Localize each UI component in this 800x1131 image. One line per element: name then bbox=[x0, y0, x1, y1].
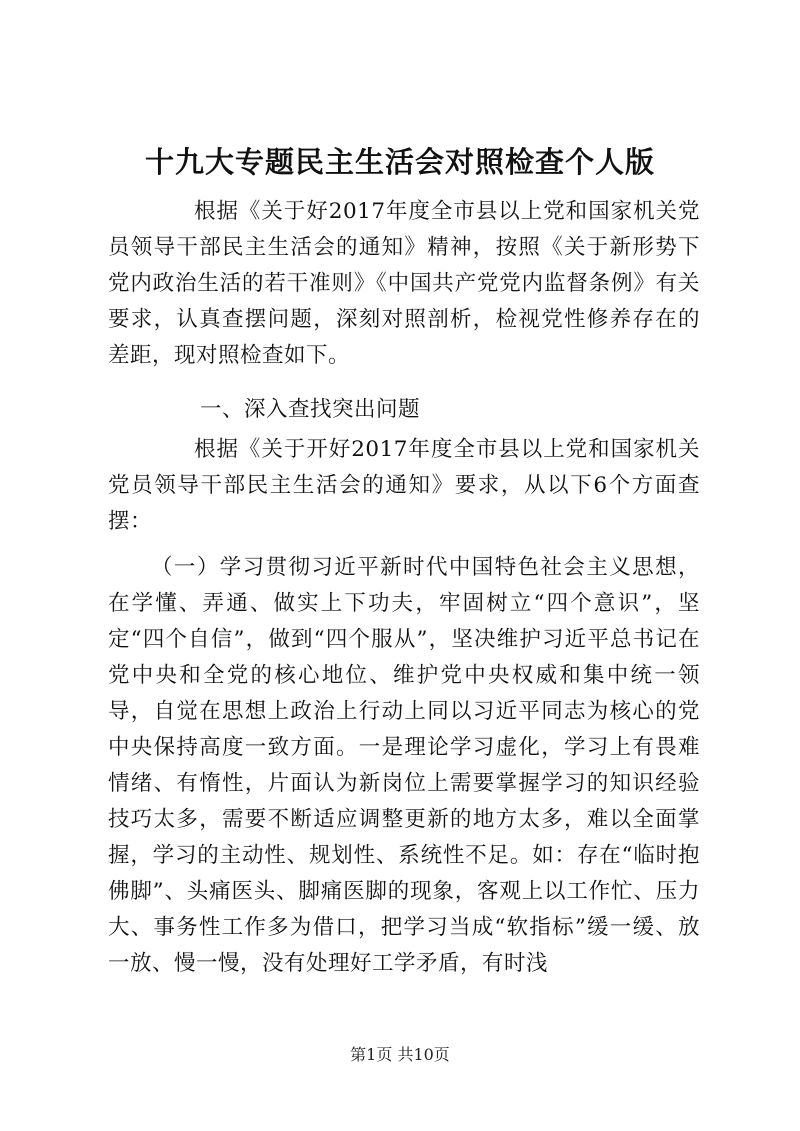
page-number: 第1页 共10页 bbox=[350, 1045, 450, 1064]
requirement-paragraph: 根据《关于开好2017年度全市县以上党和国家机关党员领导干部民主生活会的通知》要求，从以下6个方面查摆： bbox=[108, 437, 700, 534]
intro-paragraph: 根据《关于好2017年度全市县以上党和国家机关党员领导干部民主生活会的通知》精神，按照《关于新形势下党内政治生活的若干准则》《中国共产党党内监督条例》有关要求，认真查摆问题，深刻对照剖析，检视党性修养存在的差距，现对照检查如下。 bbox=[108, 199, 700, 368]
body-paragraph: （一）学习贯彻习近平新时代中国特色社会主义思想，在学懂、弄通、做实上下功夫，牢固树立“四个意识”，坚定“四个自信”，做到“四个服从”，坚决维护习近平总书记在党中央和全党的核心地位、维护党中央权威和集中统一领导，自觉在思想上政治上行动上同以习近平同志为核心的党中央保持高度一致方面。一是理论学习虚化，学习上有畏难情绪、有惰性，片面认为新岗位上需要掌握学习的知识经验技巧太多，需要不断适应调整更新的地方太多，难以全面掌握，学习的主动性、规划性、系统性不足。如：存在“临时抱佛脚”、头痛医头、脚痛医脚的现象，客观上以工作忙、压力大、事务性工作多为借口，把学习当成“软指标”缓一缓、放一放、慢一慢，没有处理好工学矛盾，有时浅 bbox=[108, 555, 700, 976]
page-title: 十九大专题民主生活会对照检查个人版 bbox=[144, 145, 655, 179]
section-heading: 一、深入查找突出问题 bbox=[200, 397, 421, 422]
